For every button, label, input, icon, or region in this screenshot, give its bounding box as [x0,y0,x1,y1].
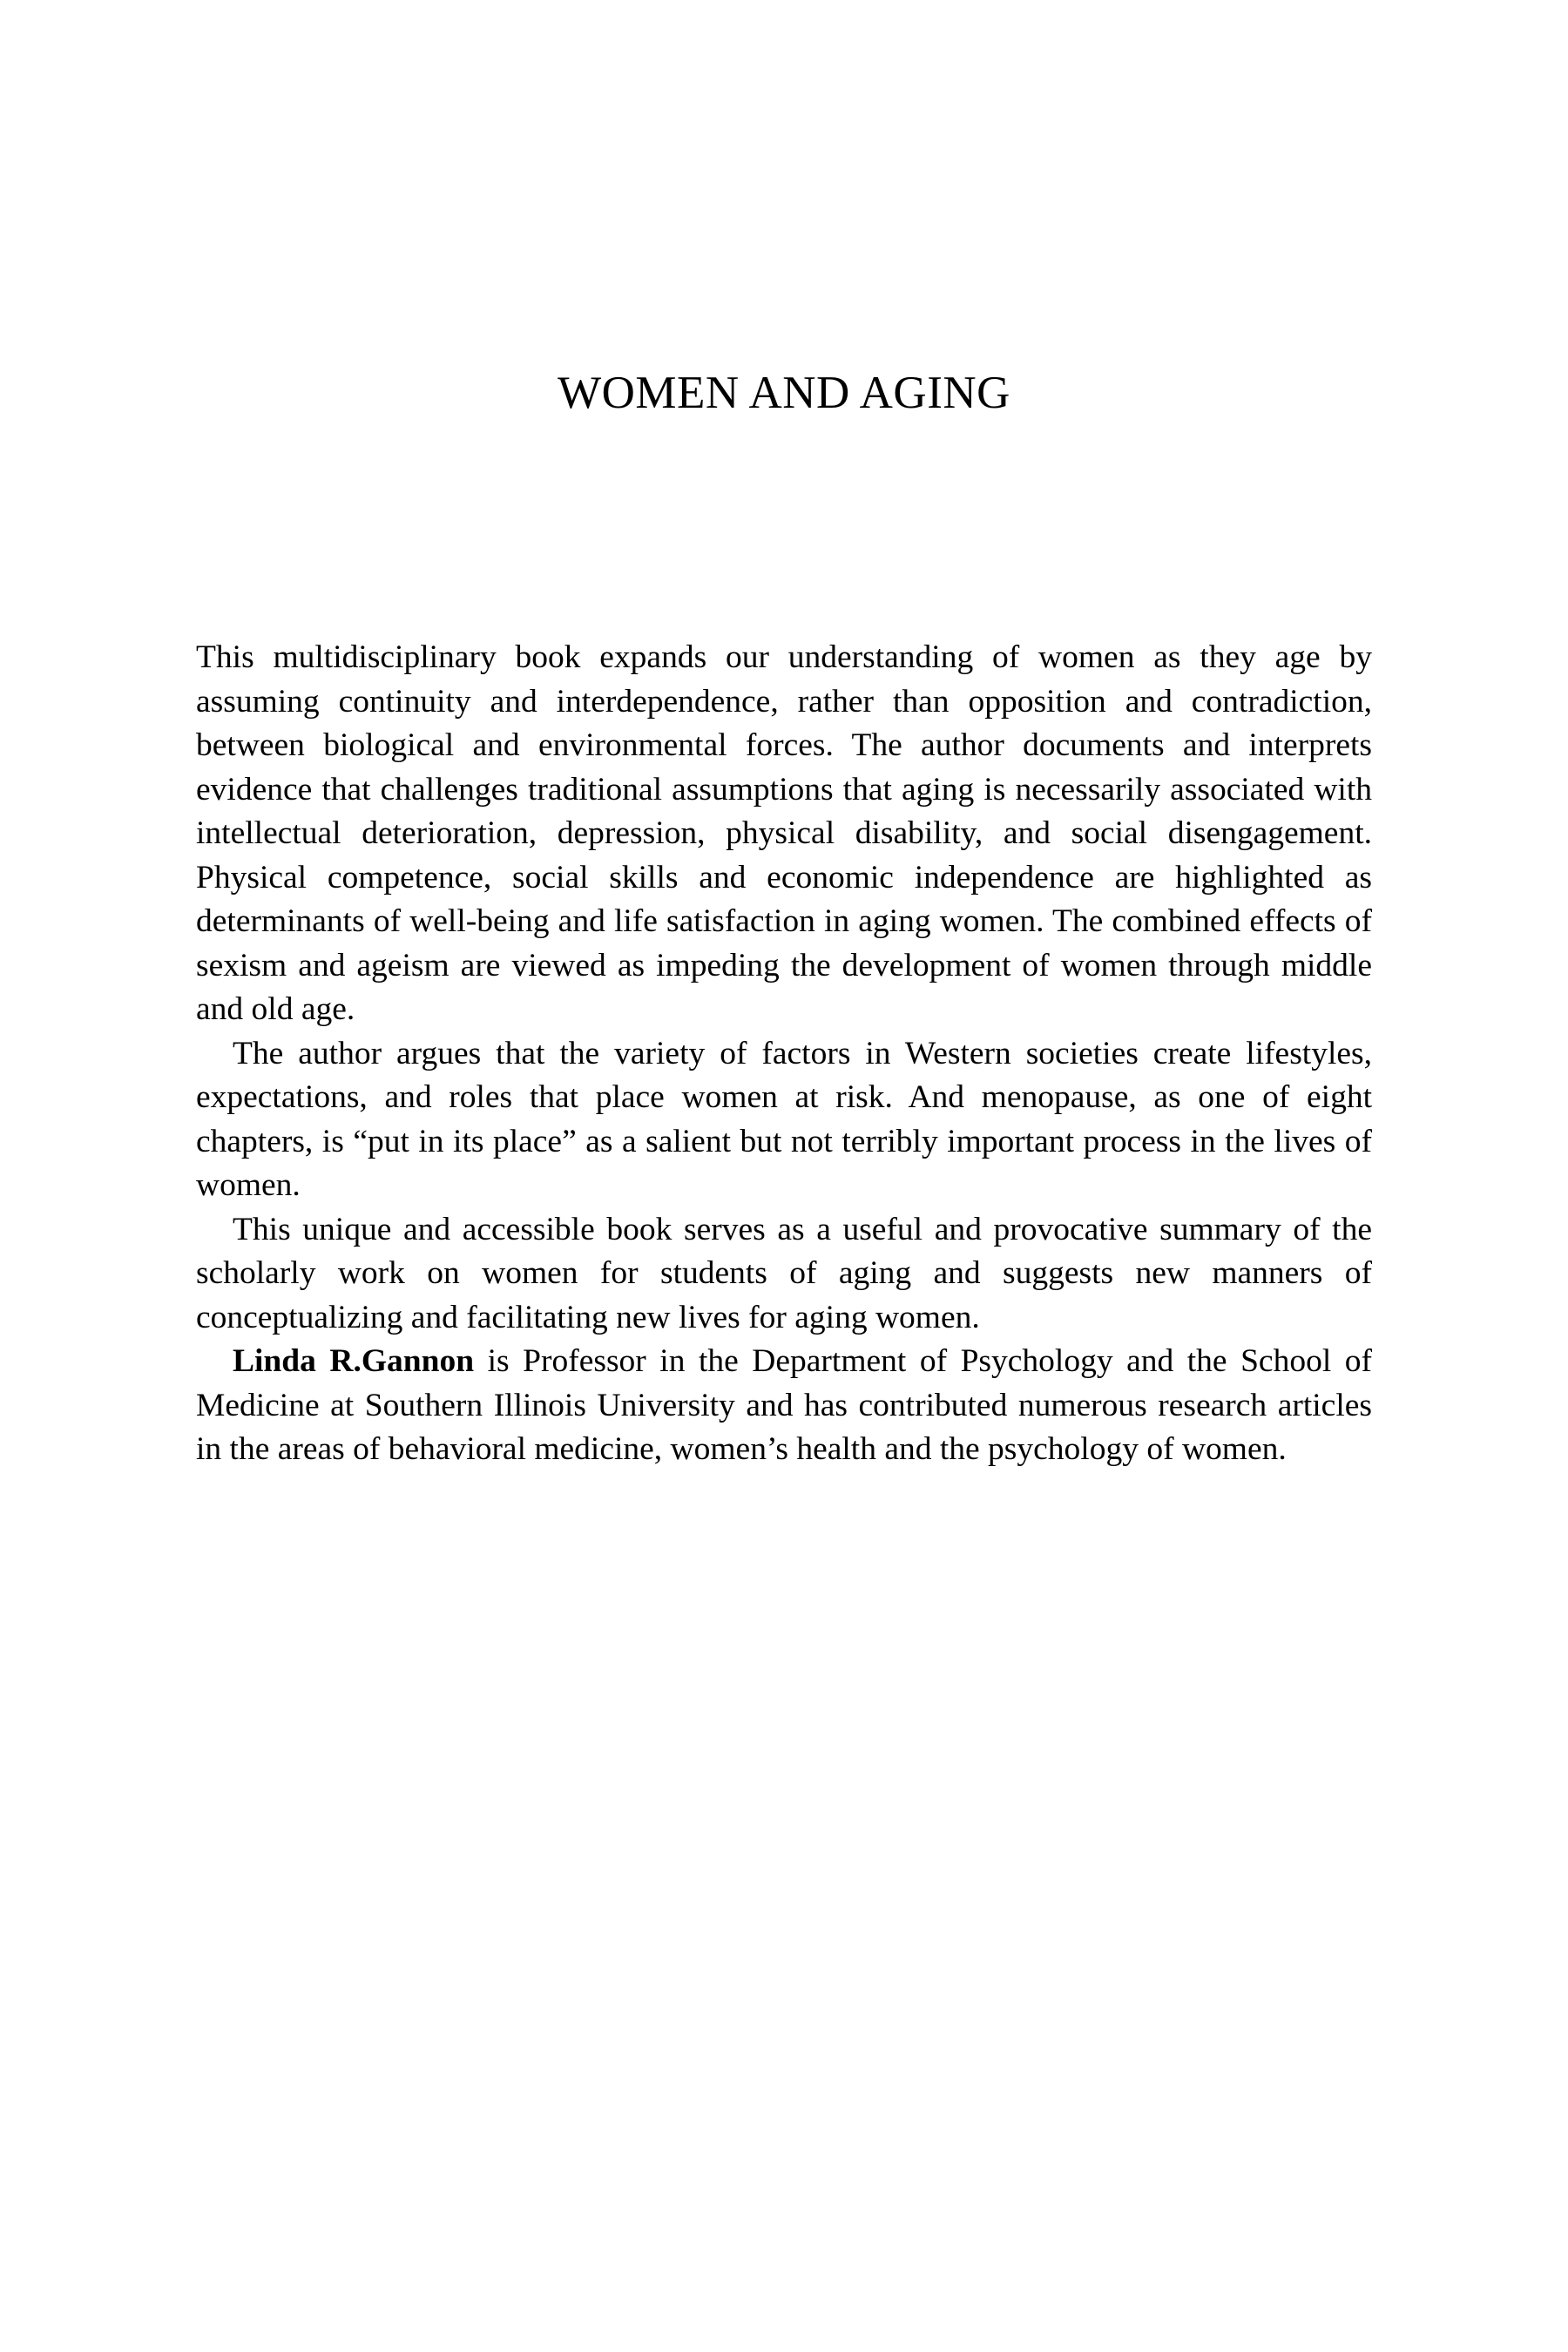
blurb-paragraph-1: This multidisciplinary book expands our understanding of women as they age by assuming continuity and interdependence, rather than opposition and contradiction, between biological and environmental forces. The author documents and interprets evidence that challenges traditional assumptions that aging is necessarily associated with intellectual deterioration, depression, physical disability, and social disengagement. Physical competence, social skills and economic independence are highlighted as determinants of well-being and life satisfaction in aging women. The combined effects of sexism and ageism are viewed as impeding the development of women through middle and old age. [196,639,1372,1027]
author-name: Linda R.Gannon [233,1343,475,1379]
blurb-paragraph-3: This unique and accessible book serves as a useful and provocative summary of the scholarly work on women for students of aging and suggests new manners of conceptualizing and facilitating new lives for aging women. [196,1211,1372,1335]
blurb-paragraph-2: The author argues that the variety of factors in Western societies create lifestyles, expectations, and roles that place women at risk. And menopause, as one of eight chapters, is “put in its place” as a salient but not terribly important process in the lives of women. [196,1035,1372,1203]
author-bio-paragraph [196,1340,1372,1472]
page-title: WOMEN AND AGING [558,368,1010,418]
blurb-body [196,636,1372,1472]
author-bio-text: is Professor in the Department of Psychology and the School of Medicine at Southern Illinois University and has contributed numerous research articles in the areas of behavioral medicine, women’s health and the psychology of women. [196,1343,1372,1467]
